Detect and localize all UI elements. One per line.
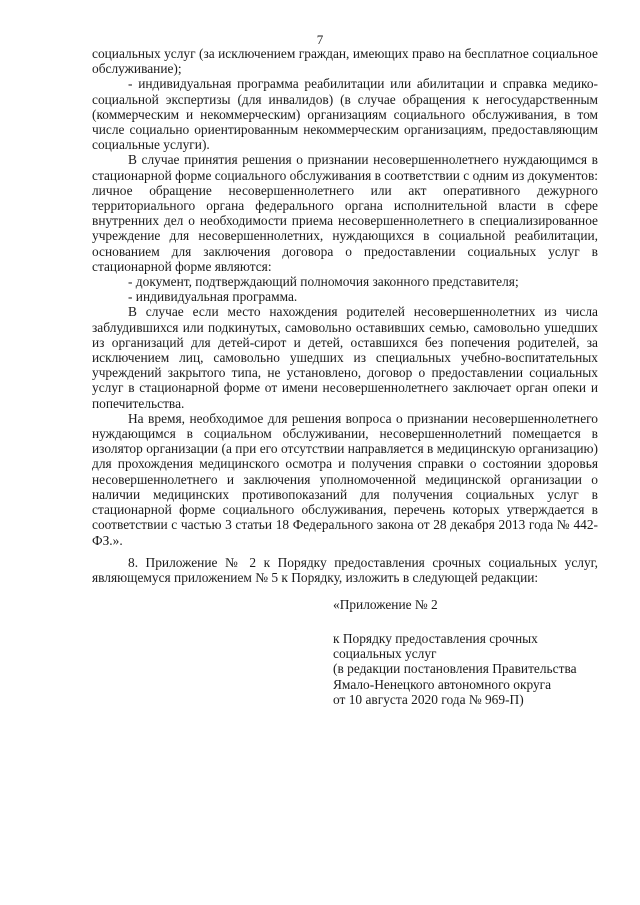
paragraph-rehab-program: - индивидуальная программа реабилитации или абилитации и справка медико-социальной экспертизы (для инвалидов) (в случае обращения к негосударственным (коммерческим и некоммерческим) организациям социального обслуживания, в том числе социально ориентированным некоммерческим организациям, предоставляющим социальные услуги). [92,76,598,153]
appendix-line: к Порядку предоставления срочных [333,631,538,646]
appendix-reference [333,631,633,707]
paragraph-item-8: 8. Приложение № 2 к Порядку предоставления срочных социальных услуг, являющемуся приложением № 5 к Порядку, изложить в следующей редакции: [92,554,598,585]
document-body [92,46,598,585]
appendix-line: социальных услуг [333,646,437,662]
paragraph-continuation: социальных услуг (за исключением граждан, имеющих право на бесплатное социальное обслуживание); [92,46,598,77]
appendix-line: от 10 августа 2020 года № 969-П) [333,691,524,707]
paragraph-guardianship: В случае если место нахождения родителей несовершеннолетних из числа заблудившихся или подкинутых, самовольно оставивших семью, самовольно ушедших из организаций для детей-сирот и детей, оставшихся без попечения родителей, за исключением лиц, самовольно ушедших из специальных учебно-воспитательных учреждений закрытого типа, не установлено, договор о предоставлении социальных услуг в стационарной форме от имени несовершеннолетнего заключает орган опеки и попечительства. [92,304,598,411]
list-item-individual-program: - индивидуальная программа. [128,289,298,305]
list-item-authority-document: - документ, подтверждающий полномочия законного представителя; [128,274,519,290]
paragraph-minor-decision: В случае принятия решения о признании несовершеннолетнего нуждающимся в стационарной форме социального обслуживания в соответствии с одним из документов: личное обращение несовершеннолетнего или акт оперативного дежурного территориального органа федерального органа исполнительной власти в сфере внутренних дел о необходимости приема несовершеннолетнего в специализированное учреждение для несовершеннолетних, нуждающихся в социальной реабилитации, основанием для заключения договора о предоставлении социальных услуг в стационарной форме являются: [92,152,599,274]
paragraph-isolation: На время, необходимое для решения вопроса о признании несовершеннолетнего нуждающимся в социальном обслуживании, несовершеннолетний помещается в изолятор организации (а при его отсутствии направляется в медицинскую организацию) для прохождения медицинского осмотра и получения справки о состоянии здоровья несовершеннолетнего и заключения уполномоченной медицинской организации о наличии медицинских противопоказаний для получения социальных услуг в стационарной форме социального обслуживания, перечень которых утверждается в соответствии с частью 3 статьи 18 Федерального закона от 28 декабря 2013 года № 442-ФЗ.». [92,410,598,548]
appendix-line: Ямало-Ненецкого автономного округа [333,676,552,692]
appendix-title: «Приложение № 2 [333,597,438,612]
appendix-line: (в редакции постановления Правительства [333,661,577,677]
page-number: 7 [316,32,324,47]
